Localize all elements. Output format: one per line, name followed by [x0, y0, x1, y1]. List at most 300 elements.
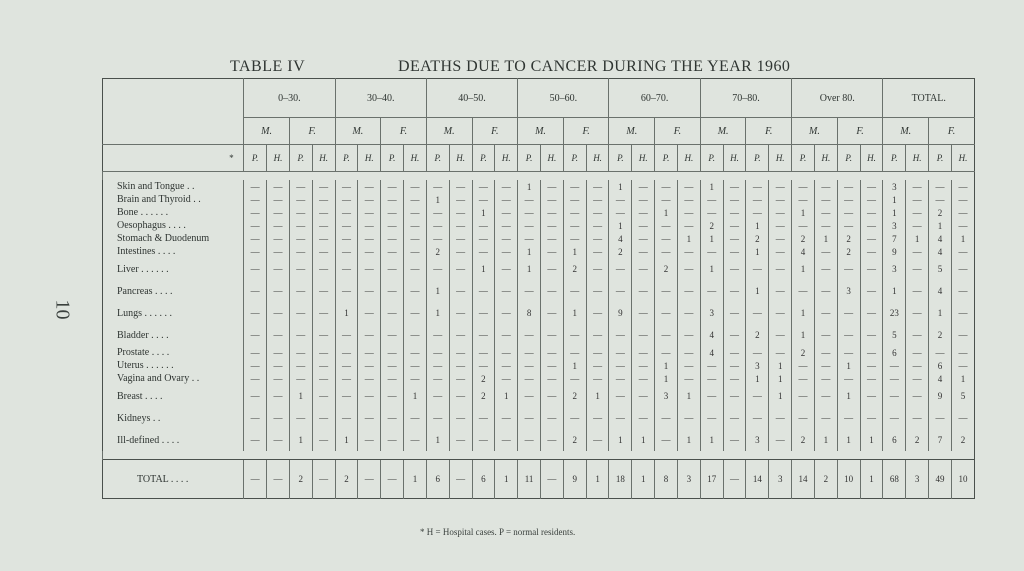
- footnote: * H = Hospital cases. P = normal residents.: [420, 527, 576, 537]
- cell-value: —: [495, 280, 518, 302]
- total-value: 8: [655, 460, 678, 499]
- cell-value: —: [723, 245, 746, 258]
- cell-value: —: [769, 280, 792, 302]
- age-group-header: 40–50.: [426, 79, 517, 118]
- cell-value: —: [769, 407, 792, 429]
- cell-value: —: [609, 324, 632, 346]
- cell-value: —: [860, 302, 883, 324]
- cell-value: —: [906, 359, 929, 372]
- cell-value: 3: [655, 385, 678, 407]
- cell-value: —: [312, 302, 335, 324]
- cell-value: —: [723, 372, 746, 385]
- cell-value: —: [244, 245, 267, 258]
- cell-value: —: [541, 407, 564, 429]
- cell-value: 1: [632, 429, 655, 451]
- cell-value: —: [632, 324, 655, 346]
- total-value: 2: [289, 460, 312, 499]
- cell-value: —: [883, 372, 906, 385]
- cell-value: —: [746, 346, 769, 359]
- cell-value: —: [929, 193, 952, 206]
- cell-value: 1: [655, 206, 678, 219]
- row-label: Oesophagus . . . .: [117, 220, 186, 231]
- ph-header: P.: [700, 145, 723, 172]
- cell-value: —: [518, 193, 541, 206]
- cell-value: 1: [746, 372, 769, 385]
- cell-value: —: [335, 232, 358, 245]
- cell-value: 1: [609, 180, 632, 193]
- cell-value: —: [267, 180, 290, 193]
- cell-value: —: [426, 180, 449, 193]
- cell-value: —: [449, 302, 472, 324]
- cell-value: —: [312, 180, 335, 193]
- table-row: [103, 372, 975, 385]
- cell-value: —: [449, 206, 472, 219]
- cell-value: —: [723, 407, 746, 429]
- cell-value: —: [677, 258, 700, 280]
- cell-value: —: [860, 245, 883, 258]
- sex-header: M.: [609, 118, 655, 145]
- cell-value: —: [563, 324, 586, 346]
- cell-value: —: [700, 407, 723, 429]
- cell-value: —: [609, 359, 632, 372]
- cell-value: —: [860, 346, 883, 359]
- cell-value: —: [312, 280, 335, 302]
- cell-value: —: [951, 359, 974, 372]
- total-value: —: [541, 460, 564, 499]
- cell-value: 1: [518, 245, 541, 258]
- cell-value: —: [723, 346, 746, 359]
- cell-value: —: [426, 407, 449, 429]
- age-group-header: 30–40.: [335, 79, 426, 118]
- cell-value: 6: [929, 359, 952, 372]
- cell-value: —: [541, 245, 564, 258]
- cell-value: —: [609, 407, 632, 429]
- cell-value: —: [906, 385, 929, 407]
- cell-value: —: [609, 385, 632, 407]
- cell-value: —: [449, 385, 472, 407]
- cell-value: —: [335, 359, 358, 372]
- cell-value: —: [769, 232, 792, 245]
- cell-value: 3: [837, 280, 860, 302]
- table-row: [103, 193, 975, 206]
- cell-value: —: [449, 193, 472, 206]
- cell-value: —: [586, 206, 609, 219]
- age-group-header: Over 80.: [792, 79, 883, 118]
- cell-value: —: [404, 429, 427, 451]
- cell-value: —: [700, 245, 723, 258]
- cell-value: —: [449, 372, 472, 385]
- cell-value: —: [381, 407, 404, 429]
- cell-value: 2: [609, 245, 632, 258]
- cell-value: —: [769, 245, 792, 258]
- cell-value: —: [518, 407, 541, 429]
- cell-value: —: [541, 324, 564, 346]
- cell-value: —: [906, 407, 929, 429]
- cell-value: —: [472, 407, 495, 429]
- cell-value: —: [426, 324, 449, 346]
- cell-value: —: [723, 324, 746, 346]
- cell-value: —: [358, 206, 381, 219]
- cell-value: —: [518, 372, 541, 385]
- cell-value: —: [723, 385, 746, 407]
- total-value: 6: [472, 460, 495, 499]
- ph-header: H.: [677, 145, 700, 172]
- table-row: [103, 180, 975, 193]
- cell-value: 1: [563, 359, 586, 372]
- cell-value: 1: [655, 359, 678, 372]
- row-label: Intestines . . . .: [117, 246, 176, 257]
- cell-value: 6: [883, 429, 906, 451]
- ph-header: P.: [335, 145, 358, 172]
- cell-value: —: [426, 372, 449, 385]
- cell-value: —: [312, 232, 335, 245]
- cell-value: 1: [769, 359, 792, 372]
- cell-value: —: [267, 219, 290, 232]
- sex-header: M.: [426, 118, 472, 145]
- ph-header: H.: [769, 145, 792, 172]
- cell-value: —: [632, 359, 655, 372]
- cell-value: —: [495, 180, 518, 193]
- cell-value: —: [381, 232, 404, 245]
- cell-value: 1: [769, 385, 792, 407]
- cell-value: —: [632, 280, 655, 302]
- cell-value: —: [289, 180, 312, 193]
- cell-value: —: [609, 280, 632, 302]
- cell-value: —: [586, 193, 609, 206]
- cell-value: —: [632, 245, 655, 258]
- cell-value: —: [449, 346, 472, 359]
- cell-value: —: [792, 385, 815, 407]
- cell-value: —: [563, 193, 586, 206]
- cell-value: 5: [883, 324, 906, 346]
- cell-value: —: [495, 324, 518, 346]
- cell-value: —: [335, 346, 358, 359]
- cell-value: —: [495, 346, 518, 359]
- total-value: 9: [563, 460, 586, 499]
- row-label: Lungs . . . . . .: [117, 307, 172, 319]
- cell-value: 1: [677, 232, 700, 245]
- cell-value: —: [449, 232, 472, 245]
- cell-value: 1: [289, 429, 312, 451]
- cell-value: —: [632, 258, 655, 280]
- table-row: [103, 429, 975, 451]
- cell-value: —: [746, 302, 769, 324]
- cell-value: —: [586, 324, 609, 346]
- sex-header: M.: [792, 118, 838, 145]
- cell-value: —: [472, 346, 495, 359]
- cell-value: —: [518, 385, 541, 407]
- cell-value: —: [312, 372, 335, 385]
- cell-value: —: [541, 180, 564, 193]
- total-value: —: [312, 460, 335, 499]
- row-label: Uterus . . . . . .: [117, 360, 174, 371]
- ph-header: H.: [586, 145, 609, 172]
- cell-value: —: [792, 372, 815, 385]
- cell-value: —: [563, 407, 586, 429]
- cell-value: —: [586, 359, 609, 372]
- ph-header: P.: [518, 145, 541, 172]
- ph-header: H.: [632, 145, 655, 172]
- cell-value: 9: [609, 302, 632, 324]
- cell-value: —: [404, 302, 427, 324]
- total-value: —: [723, 460, 746, 499]
- spacer-cell: [103, 172, 975, 181]
- cell-value: —: [655, 193, 678, 206]
- cell-value: —: [312, 385, 335, 407]
- cell-value: —: [814, 258, 837, 280]
- cell-value: —: [358, 193, 381, 206]
- cell-value: —: [700, 193, 723, 206]
- cell-value: 1: [792, 258, 815, 280]
- cell-value: 1: [677, 429, 700, 451]
- cell-value: —: [267, 429, 290, 451]
- cell-value: —: [358, 219, 381, 232]
- cell-value: —: [723, 180, 746, 193]
- cell-value: 1: [746, 280, 769, 302]
- ph-header: P.: [244, 145, 267, 172]
- cell-value: 1: [700, 429, 723, 451]
- age-group-header: 70–80.: [700, 79, 791, 118]
- cell-value: 1: [929, 219, 952, 232]
- cell-value: —: [769, 302, 792, 324]
- cell-value: —: [404, 258, 427, 280]
- cell-value: —: [655, 180, 678, 193]
- ph-header: P.: [883, 145, 906, 172]
- cell-value: —: [472, 280, 495, 302]
- cell-value: —: [677, 219, 700, 232]
- ph-header: P.: [381, 145, 404, 172]
- cell-value: 2: [929, 324, 952, 346]
- cell-value: 3: [746, 429, 769, 451]
- cell-value: 4: [929, 372, 952, 385]
- cell-value: —: [244, 407, 267, 429]
- cell-value: —: [381, 385, 404, 407]
- cell-value: 1: [837, 359, 860, 372]
- cell-value: —: [655, 232, 678, 245]
- ph-header: H.: [541, 145, 564, 172]
- cell-value: —: [860, 372, 883, 385]
- cell-value: —: [449, 258, 472, 280]
- cell-value: —: [586, 258, 609, 280]
- age-group-header: 0–30.: [244, 79, 335, 118]
- cell-value: —: [381, 346, 404, 359]
- cell-value: —: [632, 302, 655, 324]
- cell-value: 2: [700, 219, 723, 232]
- cell-value: —: [404, 206, 427, 219]
- cell-value: —: [906, 180, 929, 193]
- cell-value: 3: [883, 219, 906, 232]
- cell-value: —: [677, 280, 700, 302]
- cell-value: —: [723, 302, 746, 324]
- age-group-header: TOTAL.: [883, 79, 975, 118]
- cell-value: —: [472, 429, 495, 451]
- cell-value: —: [449, 324, 472, 346]
- cell-value: —: [358, 429, 381, 451]
- cell-value: —: [358, 346, 381, 359]
- cell-value: —: [244, 385, 267, 407]
- cell-value: —: [883, 359, 906, 372]
- cell-value: —: [814, 180, 837, 193]
- cell-value: —: [951, 258, 974, 280]
- total-label: TOTAL . . . .: [103, 460, 244, 499]
- cell-value: 23: [883, 302, 906, 324]
- cell-value: 9: [929, 385, 952, 407]
- cell-value: 1: [837, 385, 860, 407]
- cell-value: —: [404, 180, 427, 193]
- cell-value: 4: [929, 245, 952, 258]
- cell-value: —: [358, 258, 381, 280]
- total-value: 14: [792, 460, 815, 499]
- cell-value: —: [244, 219, 267, 232]
- cell-value: —: [609, 346, 632, 359]
- cell-value: —: [860, 258, 883, 280]
- cell-value: —: [541, 206, 564, 219]
- cell-value: —: [381, 280, 404, 302]
- cell-value: 1: [700, 258, 723, 280]
- cell-value: —: [814, 385, 837, 407]
- cell-value: —: [586, 219, 609, 232]
- cell-value: 4: [700, 324, 723, 346]
- sex-header: F.: [563, 118, 609, 145]
- cell-value: —: [700, 206, 723, 219]
- ph-header: P.: [746, 145, 769, 172]
- sex-header: F.: [289, 118, 335, 145]
- cell-value: —: [335, 258, 358, 280]
- cell-value: —: [472, 232, 495, 245]
- cell-value: 1: [792, 206, 815, 219]
- cell-value: —: [792, 280, 815, 302]
- cell-value: —: [951, 280, 974, 302]
- cell-value: —: [495, 372, 518, 385]
- cell-value: 1: [609, 219, 632, 232]
- sex-header: M.: [335, 118, 381, 145]
- cell-value: 1: [426, 280, 449, 302]
- ph-header: P.: [929, 145, 952, 172]
- cell-value: —: [883, 385, 906, 407]
- cell-value: —: [837, 206, 860, 219]
- cell-value: —: [289, 324, 312, 346]
- cell-value: —: [837, 302, 860, 324]
- total-value: 1: [860, 460, 883, 499]
- cell-value: —: [951, 245, 974, 258]
- cell-value: 1: [837, 429, 860, 451]
- cell-value: —: [677, 245, 700, 258]
- total-value: 2: [335, 460, 358, 499]
- cell-value: —: [814, 206, 837, 219]
- cell-value: —: [769, 346, 792, 359]
- cell-value: 2: [472, 372, 495, 385]
- cell-value: —: [404, 193, 427, 206]
- total-value: 3: [769, 460, 792, 499]
- cell-value: 1: [746, 245, 769, 258]
- table-row: [103, 219, 975, 232]
- cell-value: —: [495, 232, 518, 245]
- cell-value: —: [837, 346, 860, 359]
- cell-value: —: [244, 346, 267, 359]
- total-value: 11: [518, 460, 541, 499]
- cell-value: —: [814, 372, 837, 385]
- cell-value: —: [244, 372, 267, 385]
- cell-value: —: [677, 302, 700, 324]
- cell-value: 1: [472, 206, 495, 219]
- cell-value: —: [381, 206, 404, 219]
- cell-value: —: [951, 206, 974, 219]
- cell-value: —: [906, 258, 929, 280]
- cell-value: 1: [951, 372, 974, 385]
- cell-value: —: [632, 219, 655, 232]
- cell-value: 5: [929, 258, 952, 280]
- cell-value: —: [518, 346, 541, 359]
- cell-value: —: [632, 385, 655, 407]
- cell-value: —: [723, 232, 746, 245]
- cell-value: —: [837, 372, 860, 385]
- cell-value: —: [906, 193, 929, 206]
- cell-value: 2: [746, 232, 769, 245]
- cell-value: 1: [792, 302, 815, 324]
- cell-value: —: [632, 407, 655, 429]
- cell-value: 1: [883, 280, 906, 302]
- sex-header: F.: [746, 118, 792, 145]
- cell-value: —: [906, 324, 929, 346]
- asterisk-marker: *: [103, 145, 244, 172]
- table-row: [103, 302, 975, 324]
- total-value: 10: [951, 460, 974, 499]
- cell-value: —: [632, 346, 655, 359]
- cell-value: —: [563, 372, 586, 385]
- cell-value: —: [312, 346, 335, 359]
- cell-value: —: [700, 359, 723, 372]
- ph-header: H.: [495, 145, 518, 172]
- cell-value: —: [837, 258, 860, 280]
- cell-value: —: [541, 385, 564, 407]
- cell-value: —: [404, 324, 427, 346]
- total-value: 14: [746, 460, 769, 499]
- cell-value: —: [655, 219, 678, 232]
- cell-value: —: [541, 258, 564, 280]
- cell-value: 2: [655, 258, 678, 280]
- cell-value: —: [586, 245, 609, 258]
- cell-value: —: [677, 346, 700, 359]
- ph-header: P.: [289, 145, 312, 172]
- cell-value: 5: [951, 385, 974, 407]
- cell-value: —: [860, 193, 883, 206]
- total-value: 49: [929, 460, 952, 499]
- cell-value: —: [449, 180, 472, 193]
- cell-value: —: [244, 232, 267, 245]
- ph-header: H.: [814, 145, 837, 172]
- cell-value: 9: [883, 245, 906, 258]
- cell-value: —: [244, 180, 267, 193]
- cell-value: —: [358, 302, 381, 324]
- row-label: Brain and Thyroid . .: [117, 194, 201, 205]
- cell-value: —: [746, 193, 769, 206]
- total-value: 1: [404, 460, 427, 499]
- age-group-header: 50–60.: [518, 79, 609, 118]
- row-label: Bone . . . . . .: [117, 207, 169, 218]
- cell-value: —: [404, 407, 427, 429]
- table-row: [103, 232, 975, 245]
- cell-value: 1: [518, 180, 541, 193]
- cell-value: —: [951, 180, 974, 193]
- cell-value: —: [541, 359, 564, 372]
- total-value: —: [449, 460, 472, 499]
- cell-value: —: [769, 206, 792, 219]
- cell-value: —: [267, 346, 290, 359]
- cell-value: —: [267, 324, 290, 346]
- cell-value: —: [404, 219, 427, 232]
- cell-value: —: [563, 280, 586, 302]
- cell-value: —: [700, 280, 723, 302]
